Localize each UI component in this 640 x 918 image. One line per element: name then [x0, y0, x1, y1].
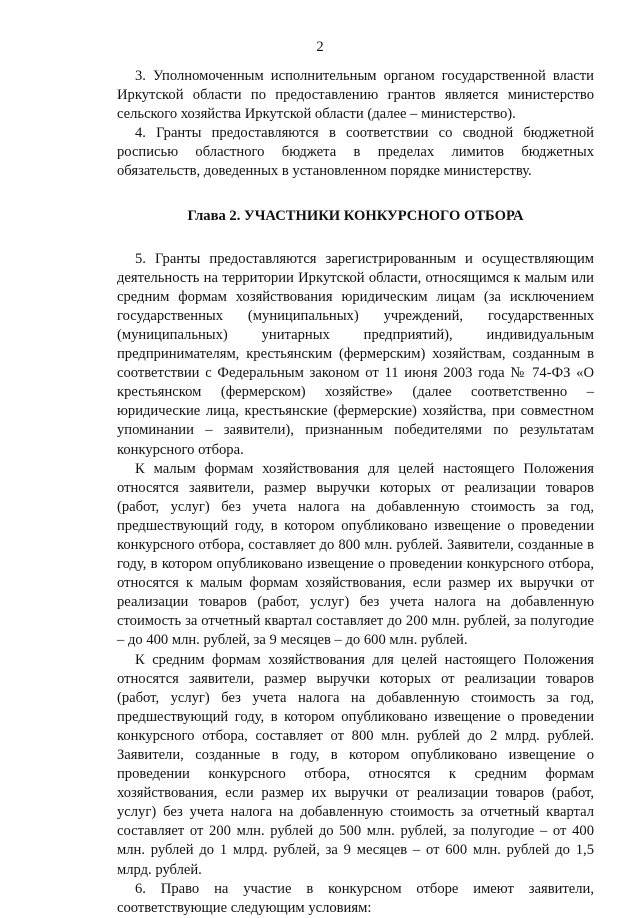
paragraph-clause-3: 3. Уполномоченным исполнительным органом государственной власти Иркутской области по предоставлению грантов является министерство сельского хозяйства Иркутской области (далее – министерство).	[117, 68, 594, 123]
document-body	[117, 67, 594, 918]
page-number: 2	[316, 39, 324, 55]
paragraph-medium-forms: К средним формам хозяйствования для целей настоящего Положения относятся заявители, размер выручки которых от реализации товаров (работ, услуг) без учета налога на добавленную стоимость за год, предшествующий году, в котором опубликовано извещение о проведении конкурсного отбора, составляет от 800 млн. рублей до 2 млрд. рублей. Заявители, созданные в году, в котором опубликовано извещение о проведении конкурсного отбора, относятся к средним формам хозяйствования, если размер их выручки от реализации товаров (работ, услуг) без учета налога на добавленную стоимость за отчетный квартал составляет от 200 млн. рублей до 500 млн. рублей, за полугодие – от 400 млн. рублей до 1 млрд. рублей, за 9 месяцев – от 600 млн. рублей до 1,5 млрд. рублей.	[117, 651, 594, 878]
paragraph-clause-5: 5. Гранты предоставляются зарегистрированным и осуществляющим деятельность на территории Иркутской области, относящимся к малым или средним формам хозяйствования юридическим лицам (за исключением государственных (муниципальных) учреждений, государственных (муниципальных) унитарных предприятий), индивидуальным предпринимателям, крестьянским (фермерским) хозяйствам, созданным в соответствии с Федеральным законом от 11 июня 2003 года № 74-ФЗ «О крестьянском (фермерском) хозяйстве» (далее соответственно – юридические лица, крестьянские (фермерские) хозяйства, при совместном упоминании – заявители), признанным победителями по результатам конкурсного отбора.	[117, 250, 594, 458]
paragraph-clause-4: 4. Гранты предоставляются в соответствии со сводной бюджетной росписью областного бюджета в пределах лимитов бюджетных обязательств, доведенных в установленном порядке министерству.	[117, 125, 594, 180]
paragraph-clause-6: 6. Право на участие в конкурсном отборе имеют заявители, соответствующие следующим условиям:	[117, 880, 594, 916]
paragraph-small-forms: К малым формам хозяйствования для целей настоящего Положения относятся заявители, размер выручки которых от реализации товаров (работ, услуг) без учета налога на добавленную стоимость за год, предшествующий году, в котором опубликовано извещение о проведении конкурсного отбора, составляет до 800 млн. рублей. Заявители, созданные в году, в котором опубликовано извещение о проведении конкурсного отбора, относятся к малым формам хозяйствования, если размер их выручки от реализации товаров (работ, услуг) без учета налога на добавленную стоимость за отчетный квартал составляет до 200 млн. рублей, за полугодие – до 400 млн. рублей, за 9 месяцев – до 600 млн. рублей.	[117, 460, 594, 649]
chapter-title: Глава 2. УЧАСТНИКИ КОНКУРСНОГО ОТБОРА	[187, 207, 524, 224]
